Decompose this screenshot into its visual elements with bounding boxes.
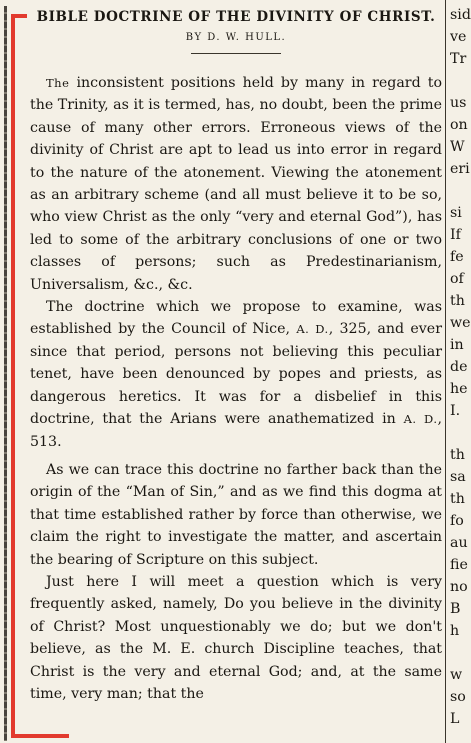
adjacent-column-fragment: sid (450, 7, 471, 23)
paragraph-2-text-a: The doctrine which we propose to examine, was established by the Council of Nice, (30, 299, 442, 338)
paragraph-lead-word: The (46, 76, 70, 90)
adjacent-column-fragment: w (450, 667, 463, 683)
adjacent-column-fragment: of (450, 271, 464, 287)
adjacent-column-fragment: us (450, 95, 467, 111)
adjacent-column-fragment: on (450, 117, 468, 133)
article-byline: BY D. W. HULL. (185, 32, 287, 43)
adjacent-column-fragment: ve (450, 29, 467, 45)
adjacent-column-fragment: fie (450, 557, 468, 573)
paragraph-1 (30, 72, 442, 296)
adjacent-column-fragment: I. (450, 403, 461, 419)
article (30, 8, 442, 705)
paragraph-3: As we can trace this doctrine no farther back than the origin of the “Man of Sin,” and as we find this dogma at that time established rather by force than otherwise, we claim the right to investigate the matter, and ascertain the bearing of Scripture on this subject. (30, 461, 442, 568)
adjacent-column-fragment: in (450, 337, 464, 353)
adjacent-column-fragment: we (450, 315, 471, 331)
adjacent-column-fragment: fe (450, 249, 464, 265)
adjacent-column-fragment: so (450, 689, 466, 705)
page-edge-rule (4, 6, 7, 741)
adjacent-column-fragment: no (450, 579, 468, 595)
adjacent-column-fragment (450, 642, 467, 664)
anno-domini: A. D. (403, 412, 438, 427)
anno-domini: A. D. (296, 322, 329, 337)
paragraph-2-text-c: , 513. (30, 411, 442, 450)
highlight-bracket-bottom (11, 734, 69, 738)
adjacent-column-fragment: h (450, 623, 460, 639)
adjacent-column-fragment: si (450, 205, 462, 221)
adjacent-column-fragment: he (450, 381, 468, 397)
column-divider (445, 0, 446, 743)
adjacent-column-fragment: au (450, 535, 468, 551)
highlight-bracket (11, 14, 15, 738)
paragraph-2-text-b: , 325, and ever since that period, persons not believing this peculiar tenet, have been denounced by popes and priests, as dangerous heretics. It was for a disbelief in this doctrine, that the Arians were anathematized in (30, 321, 442, 428)
adjacent-column-fragment: th (450, 293, 465, 309)
adjacent-column-fragment (450, 422, 467, 444)
adjacent-column-fragment (450, 70, 467, 92)
adjacent-column-fragment: If (450, 227, 461, 243)
adjacent-column-fragment: de (450, 359, 468, 375)
adjacent-column-fragment: sa (450, 469, 466, 485)
adjacent-column-fragment: th (450, 447, 465, 463)
adjacent-column-fragment: eri (450, 161, 470, 177)
highlight-bracket-top (11, 14, 27, 18)
adjacent-column-fragment: fo (450, 513, 464, 529)
adjacent-column-fragment: W (450, 139, 465, 155)
title-separator (191, 53, 281, 54)
article-title: BIBLE DOCTRINE OF THE DIVINITY OF CHRIST. (36, 9, 436, 25)
adjacent-column-fragment: B (450, 601, 461, 617)
adjacent-column-fragment (450, 180, 467, 202)
adjacent-column-fragment: Tr (450, 51, 467, 67)
adjacent-column-fragment: th (450, 491, 465, 507)
paragraph-4: Just here I will meet a question which is very frequently asked, namely, Do you believe in the divinity of Christ? Most unquestionably we do; but we don't believe, as the M. E. church Discipline teaches, that Christ is the very and eternal God; and, at the same time, very man; that the (30, 573, 442, 702)
adjacent-column-fragment: L (450, 711, 460, 727)
paragraph-2 (30, 296, 442, 453)
adjacent-column-fragments (450, 4, 471, 730)
paragraph-1-text: inconsistent positions held by many in regard to the Trinity, as it is termed, has, no doubt, been the prime cause of many other errors. Erroneous views of the divinity of Christ are apt to lead us into error in regard to the nature of the atonement. Viewing the atonement as an arbitrary scheme (and all must believe it to be so, who view Christ as the only “very and eternal God”), has led to some of the arbitrary conclusions of one or two classes of persons; such as Predestinarianism, Universalism, &c., &c. (30, 75, 442, 293)
